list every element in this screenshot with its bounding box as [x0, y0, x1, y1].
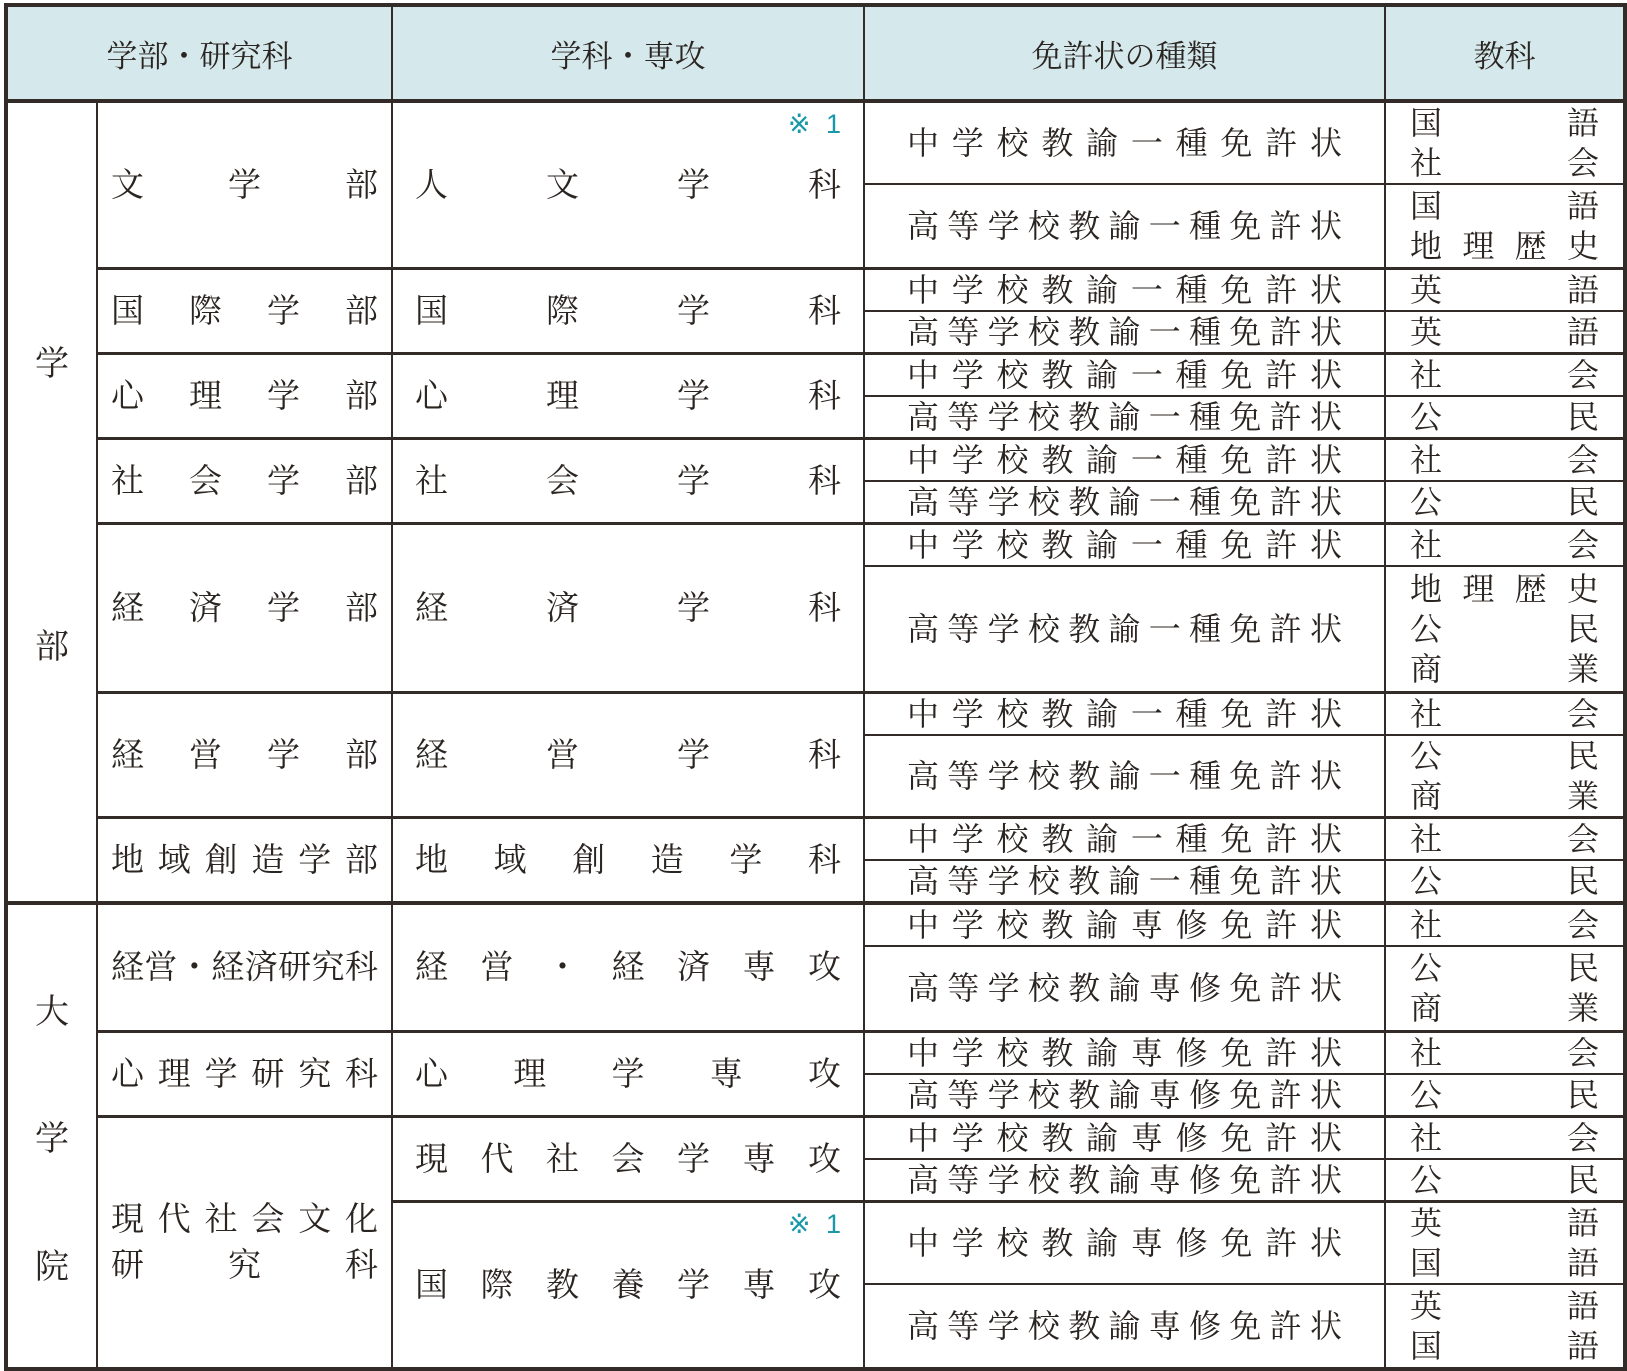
note-mark: ※ 1: [787, 1208, 845, 1239]
table-row: [6, 353, 1625, 396]
license-text: 高等学校教諭一種免許状: [907, 207, 1342, 244]
license-cell: [864, 1116, 1385, 1159]
license-text: 高等学校教諭一種免許状: [907, 758, 1342, 794]
faculty-cell: [97, 693, 392, 818]
subject-line: 社会: [1410, 907, 1599, 943]
subject-cell: [1385, 903, 1625, 946]
department-cell: [392, 101, 864, 268]
section-label-chars: [8, 905, 96, 1367]
license-cell: [864, 903, 1385, 946]
faculty-cell: [97, 268, 392, 353]
subject-cell: [1385, 1201, 1625, 1284]
subject-cell: [1385, 311, 1625, 354]
department-name: 現代社会学専攻: [415, 1139, 841, 1177]
subject-line: 社会: [1410, 145, 1599, 181]
subject-line: 英語: [1410, 271, 1599, 308]
section-label-char: 学: [35, 345, 69, 384]
license-text: 高等学校教諭専修免許状: [907, 1161, 1342, 1198]
subject-line: 公民: [1410, 1076, 1599, 1113]
subject-line: 公民: [1410, 610, 1599, 647]
license-cell: [864, 1284, 1385, 1369]
license-text: 中学校教諭一種免許状: [907, 125, 1342, 161]
subject-line: 公民: [1410, 738, 1599, 774]
department-name: 社会学科: [415, 461, 841, 499]
subject-cell: [1385, 101, 1625, 184]
subject-line: 社会: [1410, 526, 1599, 563]
faculty-name: 社会学部: [111, 461, 378, 499]
license-cell: [864, 1074, 1385, 1117]
license-text: 中学校教諭一種免許状: [907, 441, 1342, 478]
license-text: 中学校教諭一種免許状: [907, 821, 1342, 857]
teacher-license-table: [4, 3, 1627, 1371]
department-cell: [392, 1031, 864, 1116]
license-cell: [864, 818, 1385, 861]
license-text: 中学校教諭専修免許状: [907, 1224, 1342, 1261]
section-label-char: 部: [35, 627, 69, 666]
subject-cell: [1385, 1031, 1625, 1074]
section-label-char: 大: [35, 992, 69, 1031]
subject-line: 英語: [1410, 1287, 1599, 1324]
license-cell: [864, 1201, 1385, 1284]
table-row: [6, 438, 1625, 481]
section-label-char: 学: [35, 1120, 69, 1159]
section-label-undergraduate: [6, 101, 97, 903]
license-text: 中学校教諭専修免許状: [907, 1034, 1342, 1071]
subject-cell: [1385, 693, 1625, 736]
subject-cell: [1385, 735, 1625, 818]
faculty-name: 心理学部: [111, 376, 378, 414]
subject-line: 商業: [1410, 650, 1599, 687]
subject-cell: [1385, 860, 1625, 903]
section-label-graduate: [6, 903, 97, 1369]
department-name: 人文学科: [415, 165, 841, 203]
table-row: [6, 693, 1625, 736]
subject-cell: [1385, 1116, 1625, 1159]
header-cell-subject: 教科: [1385, 5, 1625, 101]
department-name: 地域創造学科: [415, 841, 841, 878]
section-label-char: 院: [35, 1247, 69, 1286]
subject-line: 公民: [1410, 863, 1599, 899]
department-cell: [392, 268, 864, 353]
subject-cell: [1385, 1074, 1625, 1117]
license-text: 中学校教諭一種免許状: [907, 356, 1342, 393]
license-text: 高等学校教諭一種免許状: [907, 398, 1342, 435]
subject-cell: [1385, 566, 1625, 693]
subject-line: 公民: [1410, 483, 1599, 520]
license-cell: [864, 566, 1385, 693]
faculty-name: 現代社会文化: [111, 1200, 378, 1237]
department-name: 経営・経済専攻: [415, 948, 841, 986]
license-cell: [864, 735, 1385, 818]
note-mark: ※ 1: [787, 109, 845, 139]
license-text: 高等学校教諭一種免許状: [907, 483, 1342, 520]
header-cell-faculty: 学部・研究科: [6, 5, 392, 101]
faculty-name: 心理学研究科: [111, 1054, 378, 1092]
license-cell: [864, 184, 1385, 268]
subject-cell: [1385, 1159, 1625, 1202]
department-cell: [392, 1201, 864, 1369]
license-text: 高等学校教諭専修免許状: [907, 970, 1342, 1007]
department-cell: [392, 818, 864, 904]
subject-line: 英語: [1410, 1204, 1599, 1241]
table-row: [6, 101, 1625, 184]
faculty-name: 研究科: [111, 1246, 378, 1283]
license-text: 高等学校教諭一種免許状: [907, 313, 1342, 350]
license-cell: [864, 860, 1385, 903]
license-cell: [864, 523, 1385, 566]
subject-line: 国語: [1410, 105, 1599, 141]
department-name: 経済学科: [415, 588, 841, 626]
section-label-chars: [8, 103, 96, 901]
faculty-cell: [97, 101, 392, 268]
license-cell: [864, 693, 1385, 736]
subject-line: 商業: [1410, 778, 1599, 814]
subject-cell: [1385, 946, 1625, 1031]
subject-line: 地理歴史: [1410, 227, 1599, 264]
license-cell: [864, 396, 1385, 439]
department-cell: [392, 1116, 864, 1201]
license-cell: [864, 268, 1385, 311]
faculty-cell: [97, 1116, 392, 1369]
department-cell: [392, 903, 864, 1031]
header-cell-department: 学科・専攻: [392, 5, 864, 101]
subject-cell: [1385, 353, 1625, 396]
subject-line: 社会: [1410, 1034, 1599, 1071]
table-row: [6, 1031, 1625, 1074]
license-cell: [864, 311, 1385, 354]
subject-line: 英語: [1410, 313, 1599, 350]
department-cell: [392, 693, 864, 818]
subject-cell: [1385, 818, 1625, 861]
license-text: 中学校教諭一種免許状: [907, 271, 1342, 308]
department-name: 心理学科: [415, 376, 841, 414]
faculty-name: 経営学部: [111, 736, 378, 773]
license-cell: [864, 438, 1385, 481]
license-text: 中学校教諭専修免許状: [907, 1119, 1342, 1156]
department-cell: [392, 523, 864, 693]
license-text: 中学校教諭専修免許状: [907, 907, 1342, 943]
faculty-name: 国際学部: [111, 291, 378, 329]
subject-line: 社会: [1410, 1119, 1599, 1156]
subject-cell: [1385, 523, 1625, 566]
department-cell: [392, 438, 864, 523]
faculty-name: 経営・経済研究科: [111, 948, 378, 986]
subject-line: 社会: [1410, 356, 1599, 393]
license-text: 高等学校教諭一種免許状: [907, 863, 1342, 899]
faculty-name: 経済学部: [111, 588, 378, 626]
faculty-cell: [97, 438, 392, 523]
faculty-cell: [97, 353, 392, 438]
subject-line: 国語: [1410, 1244, 1599, 1281]
license-text: 高等学校教諭一種免許状: [907, 610, 1342, 647]
license-cell: [864, 353, 1385, 396]
department-name: 国際教養学専攻: [415, 1265, 841, 1303]
license-cell: [864, 1159, 1385, 1202]
table-row: [6, 903, 1625, 946]
header-cell-license-type: 免許状の種類: [864, 5, 1385, 101]
subject-line: 社会: [1410, 441, 1599, 478]
subject-line: 社会: [1410, 696, 1599, 732]
subject-line: 商業: [1410, 990, 1599, 1027]
subject-line: 国語: [1410, 187, 1599, 224]
table-row: [6, 523, 1625, 566]
department-name: 心理学専攻: [415, 1054, 841, 1092]
license-cell: [864, 481, 1385, 524]
license-cell: [864, 946, 1385, 1031]
license-cell: [864, 101, 1385, 184]
subject-cell: [1385, 184, 1625, 268]
faculty-name: 地域創造学部: [111, 841, 378, 878]
header-row: [6, 5, 1625, 101]
subject-line: 公民: [1410, 950, 1599, 987]
license-text: 高等学校教諭専修免許状: [907, 1076, 1342, 1113]
subject-cell: [1385, 481, 1625, 524]
subject-cell: [1385, 1284, 1625, 1369]
license-cell: [864, 1031, 1385, 1074]
table-row: [6, 268, 1625, 311]
department-cell: [392, 353, 864, 438]
faculty-cell: [97, 818, 392, 904]
department-name: 国際学科: [415, 291, 841, 329]
table-row: [6, 1116, 1625, 1159]
table-row: [6, 818, 1625, 861]
subject-line: 社会: [1410, 821, 1599, 857]
license-text: 中学校教諭一種免許状: [907, 526, 1342, 563]
subject-cell: [1385, 268, 1625, 311]
subject-cell: [1385, 438, 1625, 481]
subject-line: 公民: [1410, 398, 1599, 435]
subject-line: 公民: [1410, 1161, 1599, 1198]
license-text: 中学校教諭一種免許状: [907, 696, 1342, 732]
faculty-cell: [97, 523, 392, 693]
faculty-cell: [97, 903, 392, 1031]
faculty-name: 文学部: [111, 165, 378, 203]
subject-line: 国語: [1410, 1327, 1599, 1364]
subject-line: 地理歴史: [1410, 570, 1599, 607]
license-text: 高等学校教諭専修免許状: [907, 1307, 1342, 1344]
department-name: 経営学科: [415, 736, 841, 773]
faculty-cell: [97, 1031, 392, 1116]
subject-cell: [1385, 396, 1625, 439]
